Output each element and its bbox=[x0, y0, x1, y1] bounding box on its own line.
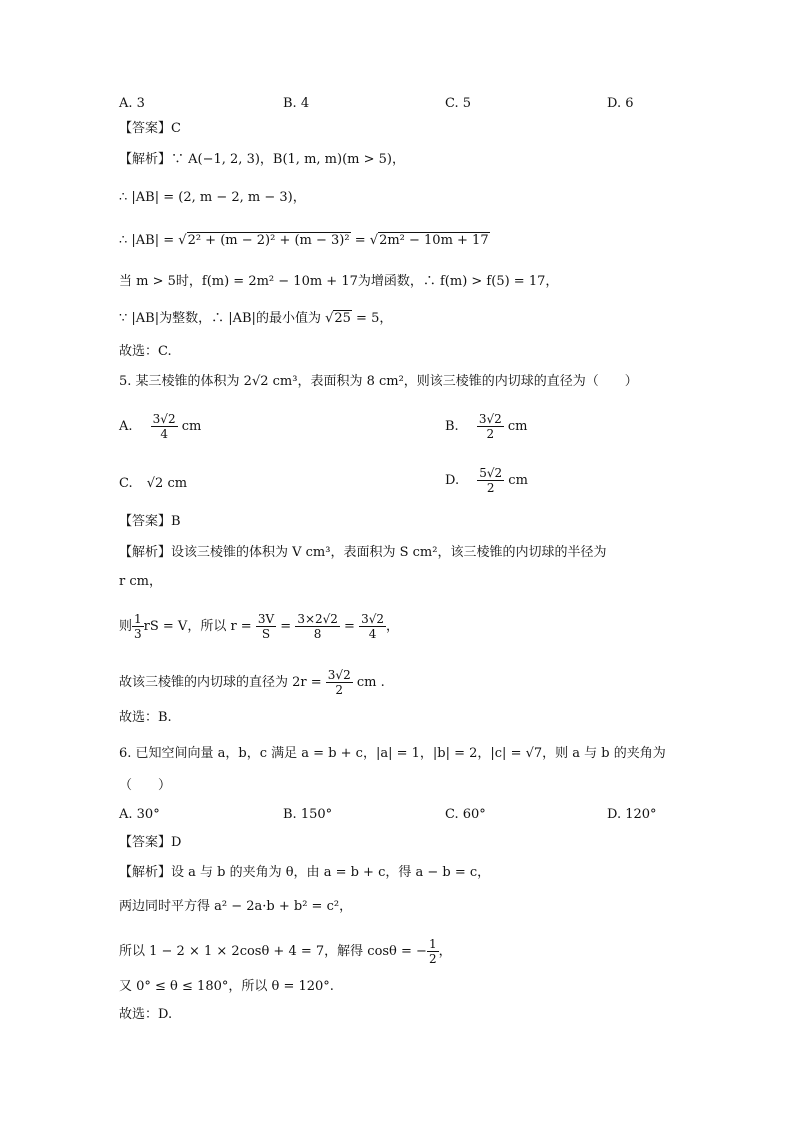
q6-stem-line-1: 6. 已知空间向量 a，b，c 满足 a = b + c，|a| = 1，|b| = 2，|c| = √7，则 a 与 b 的夹角为 bbox=[119, 746, 666, 761]
q4-option-d: D. 6 bbox=[607, 96, 634, 111]
fraction-numerator: 5√2 bbox=[479, 466, 503, 480]
fraction-denominator: 2 bbox=[428, 952, 437, 966]
q4-choose: 故选：C. bbox=[119, 344, 172, 359]
q5-sol3-fraction-1 bbox=[132, 612, 144, 641]
q6-sol3-a: 所以 1 − 2 × 1 × 2cosθ + 4 = 7，解得 cosθ = − bbox=[119, 944, 427, 959]
q5-solution-line-4 bbox=[119, 668, 385, 697]
q5-opt-c-label: C. bbox=[119, 476, 133, 491]
q4-sol3-radicand-2: 2m² − 10m + 17 bbox=[379, 233, 489, 248]
fraction-denominator: 2 bbox=[486, 481, 495, 495]
q5-solution-line-1: 【解析】设该三棱锥的体积为 V cm³，表面积为 S cm²，该三棱锥的内切球的半径为 bbox=[119, 545, 607, 560]
q4-option-b: B. 4 bbox=[283, 96, 310, 111]
q5-option-d bbox=[445, 466, 528, 495]
q5-sol3-fraction-2 bbox=[256, 612, 276, 641]
fraction-denominator: 4 bbox=[368, 627, 377, 641]
q5-opt-a-fraction bbox=[151, 412, 178, 441]
q5-opt-d-label: D. bbox=[445, 473, 460, 488]
fraction-numerator: 1 bbox=[134, 612, 142, 626]
q4-solution-line-2: ∴ |AB| = (2, m − 2, m − 3)， bbox=[119, 190, 306, 205]
fraction-denominator: 3 bbox=[134, 627, 142, 641]
q5-sol4-end: cm . bbox=[352, 675, 385, 690]
q6-sol3-end: ， bbox=[438, 944, 452, 959]
fraction-numerator: 3×2√2 bbox=[297, 612, 338, 626]
q5-option-c bbox=[119, 475, 187, 493]
q5-sol3-eq: = bbox=[276, 619, 296, 634]
q4-solution-text-1: ∵ A(−1, 2, 3)，B(1, m, m)(m > 5)， bbox=[171, 152, 405, 167]
q5-sol3-fraction-3 bbox=[295, 612, 340, 641]
q6-answer: 【答案】D bbox=[119, 835, 182, 850]
sqrt-sign: √ bbox=[325, 311, 334, 326]
q5-stem: 5. 某三棱锥的体积为 2√2 cm³，表面积为 8 cm²，则该三棱锥的内切球的直径为（ ） bbox=[119, 374, 638, 389]
q5-opt-c-value: √2 cm bbox=[146, 476, 188, 491]
q6-solution-line-4: 又 0° ≤ θ ≤ 180°，所以 θ = 120°. bbox=[119, 979, 334, 994]
sqrt-sign: √ bbox=[369, 233, 379, 248]
fraction-denominator: 2 bbox=[486, 427, 495, 441]
q5-sol3-eq2: = bbox=[339, 619, 360, 634]
fraction-denominator: 2 bbox=[335, 683, 344, 697]
q6-option-a: A. 30° bbox=[119, 807, 160, 822]
q4-sol3-radicand-1: 2² + (m − 2)² + (m − 3)² bbox=[187, 233, 350, 248]
sqrt-sign: √ bbox=[178, 233, 187, 248]
q4-sol5-radicand: 25 bbox=[334, 311, 351, 326]
q5-sol4-fraction bbox=[326, 668, 353, 697]
fraction-denominator: 4 bbox=[160, 427, 168, 441]
q4-option-c: C. 5 bbox=[445, 96, 472, 111]
q5-choose: 故选：B. bbox=[119, 710, 172, 725]
q4-answer: 【答案】C bbox=[119, 121, 181, 136]
q6-option-b: B. 150° bbox=[283, 807, 333, 822]
q5-opt-d-unit: cm bbox=[508, 473, 528, 488]
q4-sol5-c: = 5， bbox=[351, 311, 393, 326]
q6-solution-line-2: 两边同时平方得 a² − 2a·b + b² = c²， bbox=[119, 899, 353, 914]
fraction-numerator: 3√2 bbox=[327, 668, 351, 682]
q5-sol3-mid: rS = V，所以 r = bbox=[143, 619, 256, 634]
fraction-numerator: 3V bbox=[257, 612, 275, 626]
q4-solution-line-4: 当 m > 5时，f(m) = 2m² − 10m + 17为增函数，∴ f(m) > f(5) = 17， bbox=[119, 274, 559, 289]
q4-solution-line-5 bbox=[119, 310, 392, 328]
solution-label: 【解析】 bbox=[119, 152, 172, 167]
q6-solution-line-1: 【解析】设 a 与 b 的夹角为 θ，由 a = b + c，得 a − b = c， bbox=[119, 865, 491, 880]
q5-opt-a-label: A. bbox=[119, 419, 133, 434]
q4-sol3-a: ∴ |AB| = bbox=[119, 233, 179, 248]
fraction-numerator: 3√2 bbox=[361, 612, 385, 626]
q5-opt-a-unit: cm bbox=[181, 419, 202, 434]
q5-sol4-pre: 故该三棱锥的内切球的直径为 2r = bbox=[119, 675, 326, 690]
q5-option-a bbox=[119, 412, 201, 441]
q5-solution-line-2: r cm， bbox=[119, 574, 162, 589]
q5-option-b bbox=[445, 412, 528, 441]
q4-sol5-a: ∵ |AB|为整数，∴ |AB|的最小值为 bbox=[119, 311, 326, 326]
q6-solution-line-3 bbox=[119, 937, 452, 966]
q4-sol3-c: = bbox=[350, 233, 370, 248]
fraction-denominator: 8 bbox=[313, 627, 322, 641]
q6-option-d: D. 120° bbox=[607, 807, 657, 822]
q5-solution-line-3 bbox=[119, 612, 399, 641]
q5-opt-b-label: B. bbox=[445, 419, 459, 434]
q5-sol3-end: ， bbox=[386, 619, 400, 634]
q5-opt-d-fraction bbox=[477, 466, 504, 495]
q4-solution-line-1 bbox=[119, 151, 405, 169]
q5-answer: 【答案】B bbox=[119, 514, 181, 529]
q5-sol3-fraction-4 bbox=[359, 612, 386, 641]
q4-solution-line-3 bbox=[119, 232, 490, 250]
q5-opt-b-fraction bbox=[477, 412, 504, 441]
q6-stem-line-2: （ ） bbox=[119, 778, 172, 793]
fraction-denominator: S bbox=[261, 627, 271, 641]
q5-opt-b-unit: cm bbox=[507, 419, 528, 434]
fraction-numerator: 3√2 bbox=[478, 412, 502, 426]
fraction-numerator: 1 bbox=[428, 937, 437, 951]
q6-choose: 故选：D. bbox=[119, 1007, 173, 1022]
q5-sol3-pre: 则 bbox=[119, 619, 133, 634]
q6-sol3-fraction bbox=[427, 937, 439, 966]
q6-option-c: C. 60° bbox=[445, 807, 486, 822]
q4-option-a: A. 3 bbox=[119, 96, 145, 111]
fraction-numerator: 3√2 bbox=[152, 412, 176, 426]
